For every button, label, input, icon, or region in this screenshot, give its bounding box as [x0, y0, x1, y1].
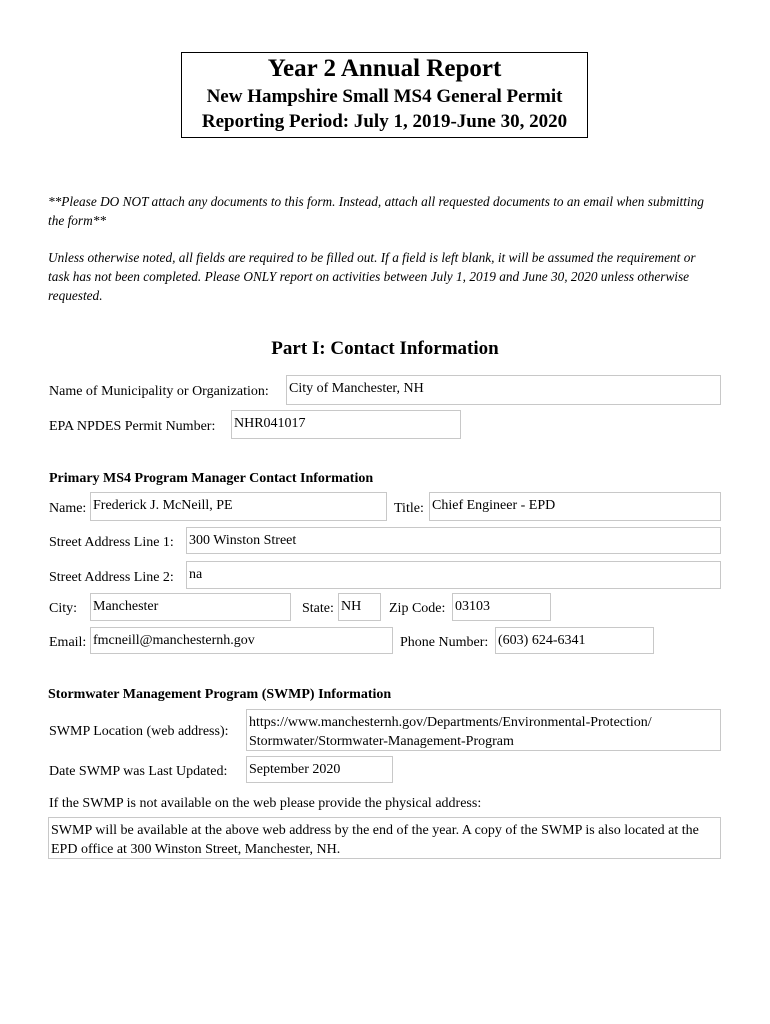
zip-label: Zip Code: — [389, 601, 446, 616]
swmp-physical-label: If the SWMP is not available on the web please provide the physical address: — [49, 796, 482, 811]
title-field[interactable]: Chief Engineer - EPD — [429, 492, 721, 521]
street-1-field[interactable]: 300 Winston Street — [186, 527, 721, 554]
instructions-note: Unless otherwise noted, all fields are required to be filled out. If a field is left blank, it will be assumed the requirement or task has not been completed. Please ONLY report on activities between July 1, 2019 and June 30, 2020 unless otherwise requested. — [48, 250, 696, 303]
street-2-field[interactable]: na — [186, 561, 721, 589]
street-1-label: Street Address Line 1: — [49, 535, 174, 550]
phone-label: Phone Number: — [400, 635, 489, 650]
report-title-box — [181, 52, 588, 138]
municipality-field[interactable]: City of Manchester, NH — [286, 375, 721, 405]
attachment-note: **Please DO NOT attach any documents to this form. Instead, attach all requested documents to an email when submitting the form** — [48, 194, 704, 228]
name-field[interactable]: Frederick J. McNeill, PE — [90, 492, 387, 521]
state-field[interactable]: NH — [338, 593, 381, 621]
permit-number-label: EPA NPDES Permit Number: — [49, 419, 216, 434]
part-1-title: Part I: Contact Information — [271, 338, 499, 359]
swmp-location-field[interactable]: https://www.manchesternh.gov/Departments/Environmental-Protection/ Stormwater/Stormwater-Management-Program — [246, 709, 721, 751]
swmp-section-title: Stormwater Management Program (SWMP) Information — [48, 687, 392, 702]
name-label: Name: — [49, 501, 87, 516]
contact-section-title: Primary MS4 Program Manager Contact Information — [49, 471, 374, 486]
swmp-updated-field[interactable]: September 2020 — [246, 756, 393, 783]
email-field[interactable]: fmcneill@manchesternh.gov — [90, 627, 393, 654]
swmp-updated-label: Date SWMP was Last Updated: — [49, 764, 228, 779]
email-label: Email: — [49, 635, 87, 650]
reporting-period: Reporting Period: July 1, 2019-June 30, 2020 — [201, 111, 568, 132]
swmp-physical-field[interactable]: SWMP will be available at the above web address by the end of the year. A copy of the SWMP is also located at the EPD office at 300 Winston Street, Manchester, NH. — [48, 817, 721, 859]
phone-field[interactable]: (603) 624-6341 — [495, 627, 654, 654]
municipality-label: Name of Municipality or Organization: — [49, 384, 269, 399]
state-label: State: — [302, 601, 334, 616]
swmp-location-label: SWMP Location (web address): — [49, 724, 229, 739]
report-subtitle: New Hampshire Small MS4 General Permit — [206, 86, 563, 107]
street-2-label: Street Address Line 2: — [49, 570, 174, 585]
zip-field[interactable]: 03103 — [452, 593, 551, 621]
report-title: Year 2 Annual Report — [267, 55, 502, 82]
title-label: Title: — [394, 501, 424, 516]
city-label: City: — [49, 601, 78, 616]
city-field[interactable]: Manchester — [90, 593, 291, 621]
permit-number-field[interactable]: NHR041017 — [231, 410, 461, 439]
